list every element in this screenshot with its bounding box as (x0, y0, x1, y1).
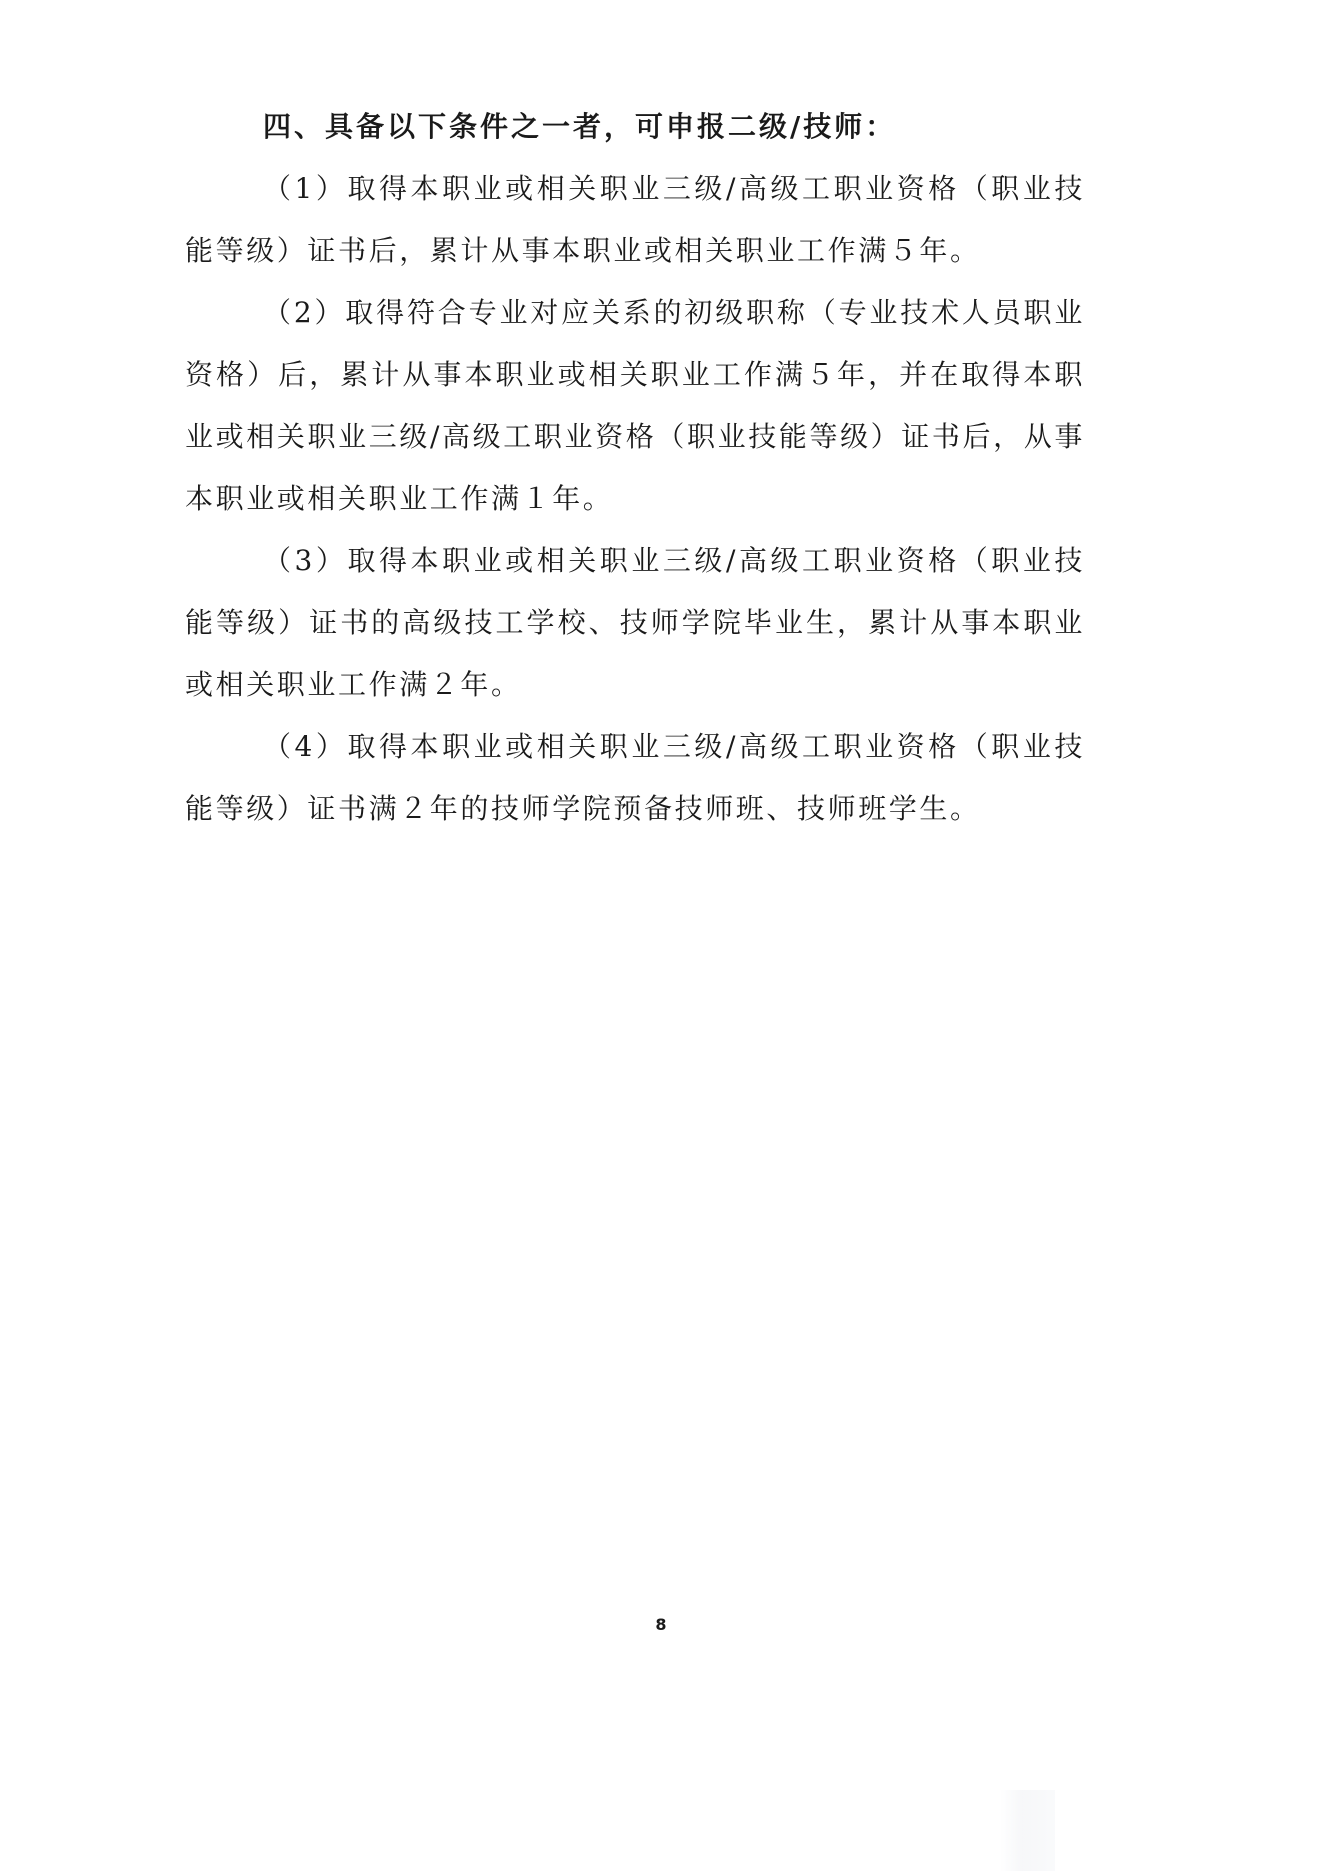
document-body (185, 96, 1085, 840)
section-heading: 四、具备以下条件之一者，可申报二级/技师： (263, 110, 897, 143)
condition-paragraph-4: （4）取得本职业或相关职业三级/高级工职业资格（职业技能等级）证书满２年的技师学院预备技师班、技师班学生。 (185, 730, 1085, 825)
scan-artifact (1000, 1790, 1055, 1871)
condition-paragraph-2: （2）取得符合专业对应关系的初级职称（专业技术人员职业资格）后，累计从事本职业或相关职业工作满５年，并在取得本职业或相关职业三级/高级工职业资格（职业技能等级）证书后，从事本职业或相关职业工作满１年。 (185, 296, 1085, 515)
condition-paragraph-3: （3）取得本职业或相关职业三级/高级工职业资格（职业技能等级）证书的高级技工学校、技师学院毕业生，累计从事本职业或相关职业工作满２年。 (185, 544, 1085, 701)
condition-paragraph-1: （1）取得本职业或相关职业三级/高级工职业资格（职业技能等级）证书后，累计从事本职业或相关职业工作满５年。 (185, 172, 1085, 267)
page-number: 8 (655, 1615, 667, 1634)
